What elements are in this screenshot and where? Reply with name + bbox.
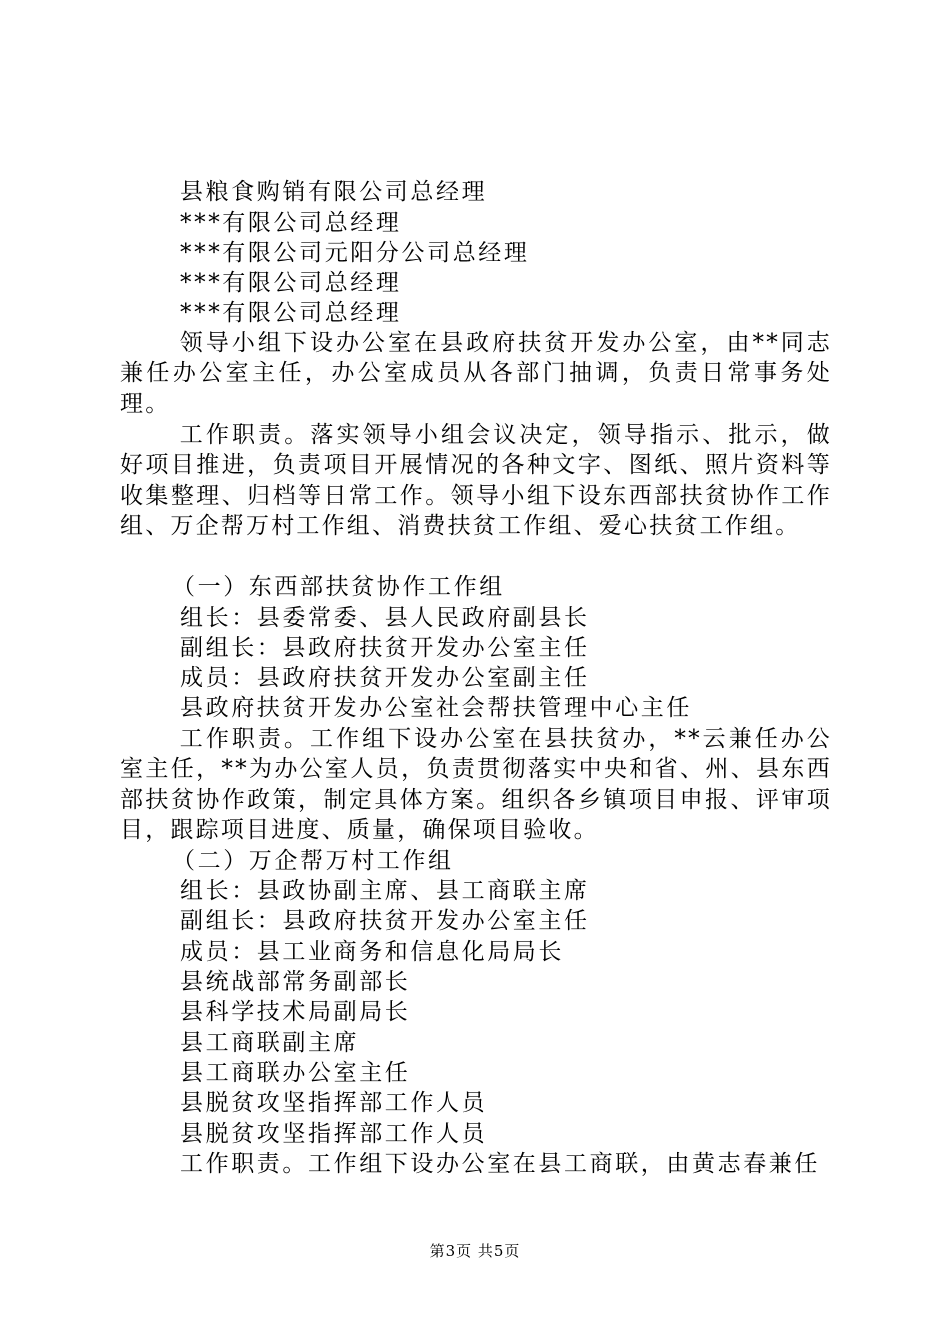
text-line: ***有限公司总经理 bbox=[180, 300, 402, 326]
text-line: 副组长：县政府扶贫开发办公室主任 bbox=[180, 908, 590, 934]
text-line: 组长：县政协副主席、县工商联主席 bbox=[180, 878, 590, 904]
text-line: 县工商联副主席 bbox=[180, 1030, 360, 1056]
paragraph: 领导小组下设办公室在县政府扶贫开发办公室，由**同志兼任办公室主任，办公室成员从各部门抽调，负责日常事务处理。 bbox=[120, 330, 832, 417]
text-line: 县脱贫攻坚指挥部工作人员 bbox=[180, 1121, 488, 1147]
text-line: 县粮食购销有限公司总经理 bbox=[180, 179, 488, 205]
text-line: 成员：县工业商务和信息化局局长 bbox=[180, 939, 564, 965]
section-heading: （一）东西部扶贫协作工作组 bbox=[172, 574, 505, 600]
text-line: 县脱贫攻坚指挥部工作人员 bbox=[180, 1090, 488, 1116]
text-line: ***有限公司总经理 bbox=[180, 270, 402, 296]
text-line: 副组长：县政府扶贫开发办公室主任 bbox=[180, 635, 590, 661]
section-heading: （二）万企帮万村工作组 bbox=[172, 848, 454, 874]
text-line: 工作职责。工作组下设办公室在县工商联，由黄志春兼任 bbox=[180, 1151, 820, 1177]
text-line: 县统战部常务副部长 bbox=[180, 969, 411, 995]
text-line: ***有限公司元阳分公司总经理 bbox=[180, 240, 530, 266]
text-line: 成员：县政府扶贫开发办公室副主任 bbox=[180, 665, 590, 691]
text-line: 组长：县委常委、县人民政府副县长 bbox=[180, 605, 590, 631]
paragraph: 工作职责。落实领导小组会议决定，领导指示、批示，做好项目推进，负责项目开展情况的各种文字、图纸、照片资料等收集整理、归档等日常工作。领导小组下设东西部扶贫协作工作组、万企帮万村工作组、消费扶贫工作组、爱心扶贫工作组。 bbox=[120, 422, 832, 539]
text-line: ***有限公司总经理 bbox=[180, 210, 402, 236]
page-footer: 第3页 共5页 bbox=[429, 1242, 521, 1260]
paragraph: 工作职责。工作组下设办公室在县扶贫办，**云兼任办公室主任，**为办公室人员，负责贯彻落实中央和省、州、县东西部扶贫协作政策，制定具体方案。组织各乡镇项目申报、评审项目，跟踪项目进度、质量，确保项目验收。 bbox=[120, 726, 832, 843]
text-line: 县政府扶贫开发办公室社会帮扶管理中心主任 bbox=[180, 695, 692, 721]
text-line: 县科学技术局副局长 bbox=[180, 999, 411, 1025]
text-line: 县工商联办公室主任 bbox=[180, 1060, 411, 1086]
